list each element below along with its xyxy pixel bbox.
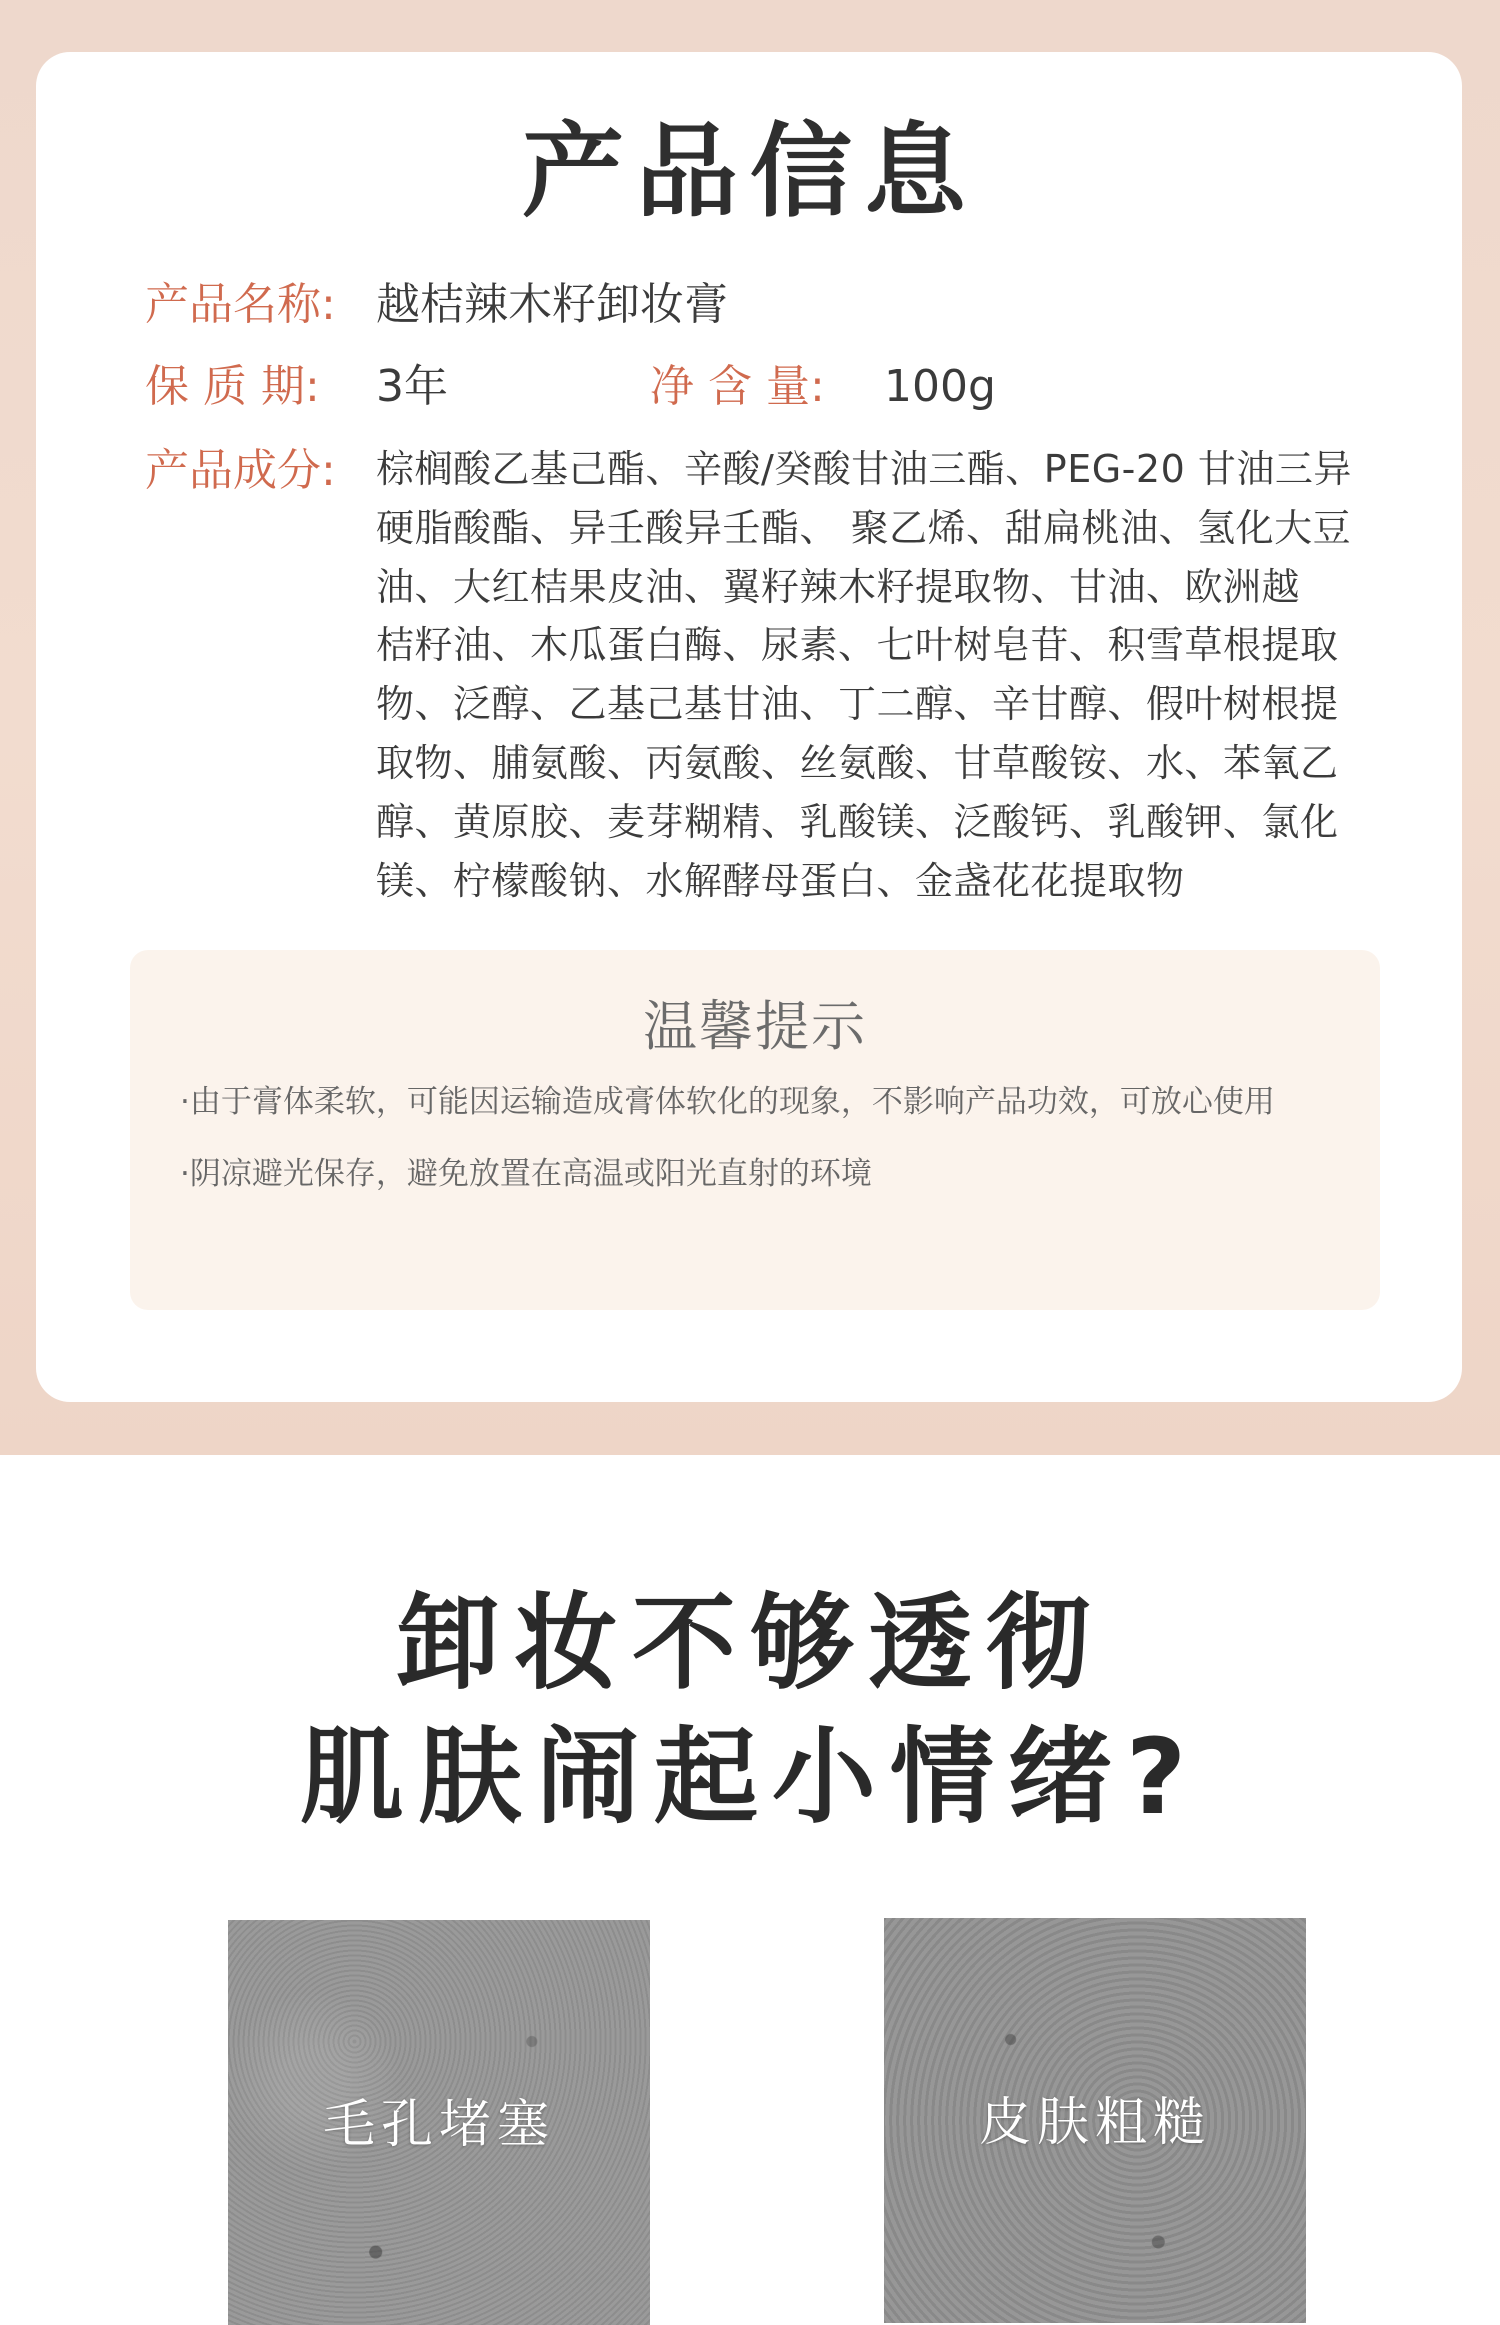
headline-line-1: 卸妆不够透彻 [395,1582,1104,1704]
shelf-life-label: 保 质 期: [145,361,320,412]
tips-title: 温馨提示 [643,995,867,1058]
tips-box [130,950,1380,1310]
ingredients-line: 镁、柠檬酸钠、水解酵母蛋白、金盏花花提取物 [376,858,1185,903]
product-name-value: 越桔辣木籽卸妆膏 [376,279,728,330]
net-content-value: 100g [884,361,996,412]
skin-issue-card-rough [884,1918,1306,2323]
ingredients-line: 醇、黄原胶、麦芽糊精、乳酸镁、泛酸钙、乳酸钾、氯化 [376,799,1339,844]
ingredients-list [376,440,1356,910]
headline-line-2: 肌肤闹起小情绪? [299,1716,1201,1838]
ingredients-line: 棕榈酸乙基己酯、辛酸/癸酸甘油三酯、PEG-20 甘油三异 [376,447,1352,491]
ingredients-line: 桔籽油、木瓜蛋白酶、尿素、七叶树皂苷、积雪草根提取 [376,623,1339,668]
net-content-label: 净 含 量: [650,361,825,412]
skin-issue-label: 毛孔堵塞 [322,2095,555,2155]
ingredients-line: 油、大红桔果皮油、翼籽辣木籽提取物、甘油、欧洲越 [376,564,1301,609]
ingredients-line: 物、泛醇、乙基己基甘油、丁二醇、辛甘醇、假叶树根提 [376,682,1339,727]
tip-item: ·由于膏体柔软，可能因运输造成膏体软化的现象，不影响产品功效，可放心使用 [180,1084,1275,1120]
skin-issue-card-pores [228,1920,650,2325]
product-info-title: 产品信息 [522,113,978,232]
ingredients-label: 产品成分: [145,445,336,496]
product-name-label: 产品名称: [145,279,336,330]
ingredients-line: 硬脂酸酯、异壬酸异壬酯、 聚乙烯、甜扁桃油、氢化大豆 [376,505,1352,550]
shelf-life-value: 3年 [376,361,448,412]
skin-issue-label: 皮肤粗糙 [978,2093,1211,2153]
tip-item: ·阴凉避光保存，避免放置在高温或阳光直射的环境 [180,1156,872,1192]
ingredients-line: 取物、脯氨酸、丙氨酸、丝氨酸、甘草酸铵、水、苯氧乙 [376,740,1339,785]
